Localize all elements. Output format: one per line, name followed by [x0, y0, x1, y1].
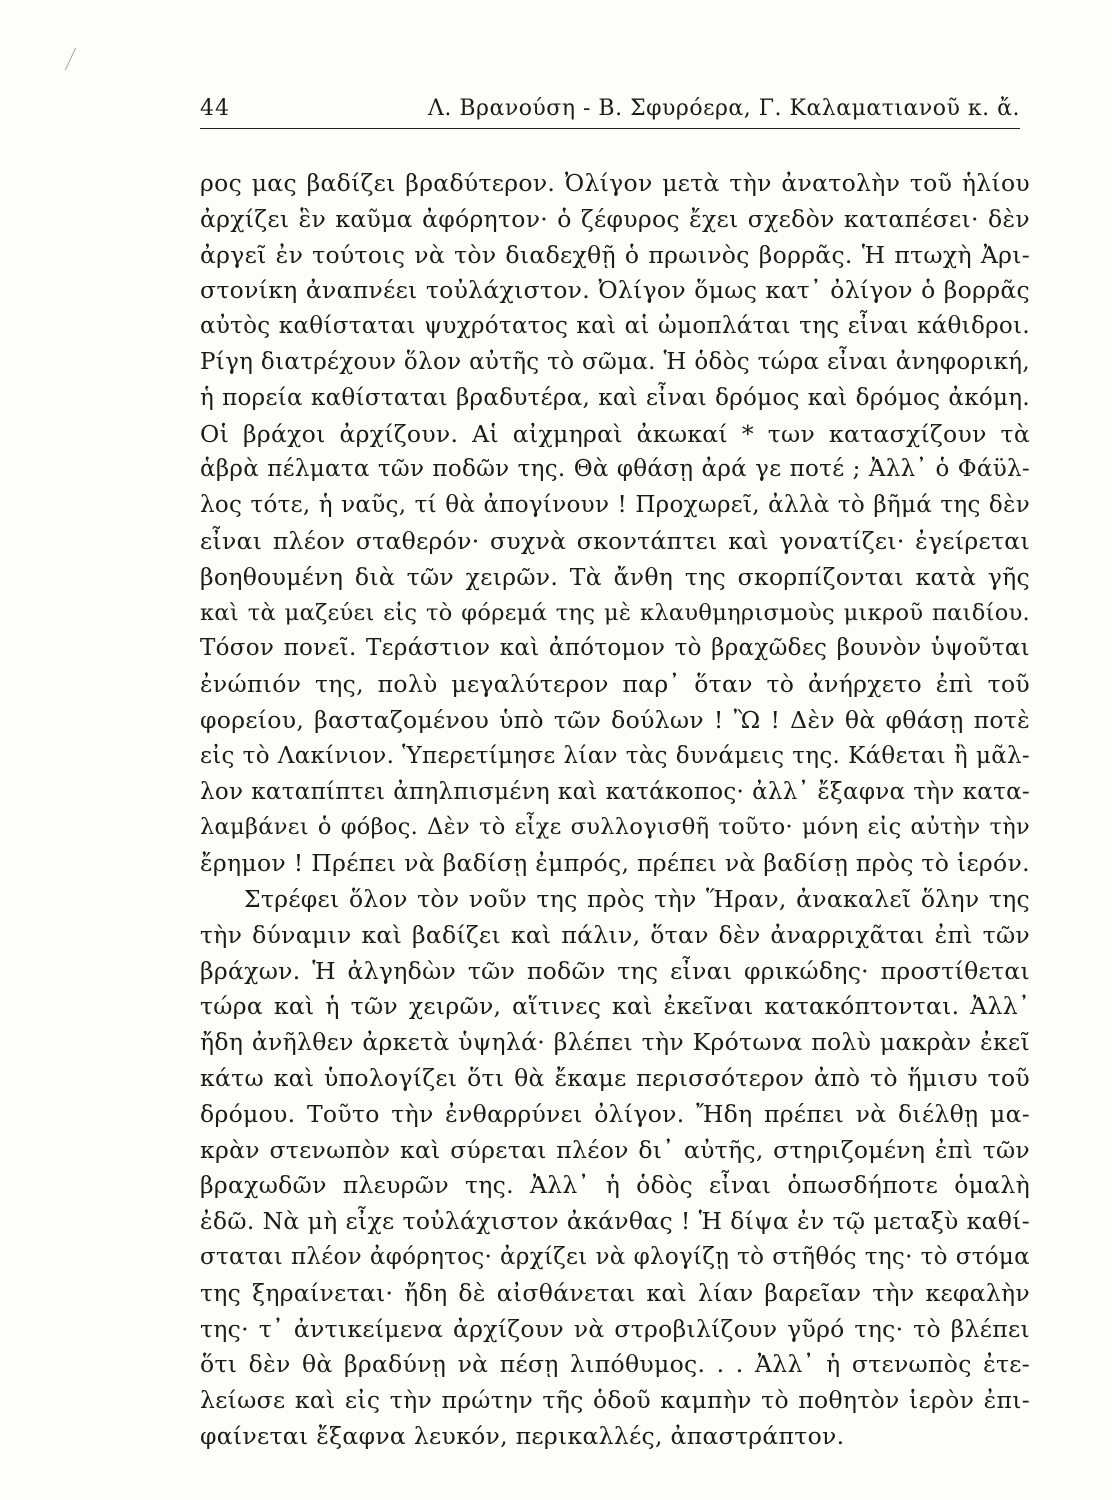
text-line: ἁβρὰ πέλματα τῶν ποδῶν της. Θὰ φθάσῃ ἀρά γε ποτέ ; Ἀλλ᾿ ὁ Φάϋλ- [200, 456, 1030, 483]
text-line: της· τ᾿ ἀντικείμενα ἀρχίζουν νὰ στροβιλίζουν γῦρό της· τὸ βλέπει [200, 1314, 1030, 1343]
text-line: ἐνώπιόν της, πολὺ μεγαλύτερον παρ᾿ ὅταν τὸ ἀνήρχετο ἐπὶ τοῦ [200, 670, 1030, 699]
text-line: ὅτι δὲν θὰ βραδύνῃ νὰ πέσῃ λιπόθυμος. . . Ἀλλ᾿ ἡ στενωπὸς ἐτε- [200, 1350, 1030, 1379]
text-line: τὴν δύναμιν καὶ βαδίζει καὶ πάλιν, ὅταν δὲν ἀναρριχᾶται ἐπὶ τῶν [200, 920, 1030, 949]
page-number: 44 [200, 96, 230, 121]
text-line: ρος μας βαδίζει βραδύτερον. Ὀλίγον μετὰ τὴν ἀνατολὴν τοῦ ἡλίου [200, 169, 1030, 197]
text-line: ἔρημον ! Πρέπει νὰ βαδίσῃ ἐμπρός, πρέπει νὰ βαδίσῃ πρὸς τὸ ἱερόν. [200, 849, 1030, 878]
text-line: καὶ τὰ μαζεύει εἰς τὸ φόρεμά της μὲ κλαυθμηρισμοὺς μικροῦ παιδίου. [200, 599, 1030, 626]
text-line: ἐδῶ. Νὰ μὴ εἶχε τοὐλάχιστον ἀκάνθας ! Ἡ δίψα ἐν τῷ μεταξὺ καθί- [200, 1207, 1030, 1236]
text-line: δρόμου. Τοῦτο τὴν ἐνθαρρύνει ὀλίγον. Ἤδη πρέπει νὰ διέλθῃ μα- [200, 1099, 1030, 1128]
pencil-mark [65, 48, 90, 70]
text-line: βραχωδῶν πλευρῶν της. Ἀλλ᾿ ἡ ὁδὸς εἶναι ὁπωσδήποτε ὁμαλὴ [200, 1171, 1030, 1200]
text-line: λον καταπίπτει ἀπηλπισμένη καὶ κατάκοπος· ἀλλ᾿ ἔξαφνα τὴν κατα- [200, 778, 1030, 805]
text-line: αὐτὸς καθίσταται ψυχρότατος καὶ αἱ ὠμοπλάται της εἶναι κάθιδροι. [200, 313, 1030, 340]
text-line: της ξηραίνεται· ἤδη δὲ αἰσθάνεται καὶ λίαν βαρεῖαν τὴν κεφαλὴν [200, 1278, 1030, 1307]
text-line: ἤδη ἀνῆλθεν ἀρκετὰ ὑψηλά· βλέπει τὴν Κρότωνα πολὺ μακρὰν ἐκεῖ [200, 1028, 1030, 1057]
text-line: λος τότε, ἡ ναῦς, τί θὰ ἀπογίνουν ! Προχωρεῖ, ἀλλὰ τὸ βῆμά της δὲν [200, 492, 1030, 519]
text-line: λείωσε καὶ εἰς τὴν πρώτην τῆς ὁδοῦ καμπὴν τὸ ποθητὸν ἱερὸν ἐπι- [200, 1386, 1030, 1415]
text-line: σταται πλέον ἀφόρητος· ἀρχίζει νὰ φλογίζῃ τὸ στῆθός της· τὸ στόμα [200, 1243, 1030, 1270]
body-text [200, 166, 1030, 1455]
text-line: εἶναι πλέον σταθερόν· συχνὰ σκοντάπτει καὶ γονατίζει· ἐγείρεται [200, 526, 1030, 555]
text-line: βοηθουμένη διὰ τῶν χειρῶν. Τὰ ἄνθη της σκορπίζονται κατὰ γῆς [200, 562, 1030, 591]
page-header [200, 96, 1020, 129]
text-line: Στρέφει ὅλον τὸν νοῦν της πρὸς τὴν Ἥραν, ἀνακαλεῖ ὅλην της [244, 884, 1030, 913]
text-line: ἀργεῖ ἐν τούτοις νὰ τὸν διαδεχθῇ ὁ πρωινὸς βορρᾶς. Ἡ πτωχὴ Ἀρι- [200, 240, 1030, 269]
text-line: βράχων. Ἡ ἀλγηδὼν τῶν ποδῶν της εἶναι φρικώδης· προστίθεται [200, 956, 1030, 985]
text-line: φορείου, βασταζομένου ὑπὸ τῶν δούλων ! Ὢ ! Δὲν θὰ φθάσῃ ποτὲ [200, 705, 1030, 734]
text-line: τώρα καὶ ἡ τῶν χειρῶν, αἵτινες καὶ ἐκεῖναι κατακόπτονται. Ἀλλ᾿ [200, 992, 1030, 1021]
running-head: Λ. Βρανούση - Β. Σφυρόερα, Γ. Καλαματιανοῦ κ. ἄ. [427, 96, 1020, 121]
text-line: στονίκη ἀναπνέει τοὐλάχιστον. Ὀλίγον ὅμως κατ᾿ ὀλίγον ὁ βορρᾶς [200, 276, 1030, 305]
text-line: φαίνεται ἔξαφνα λευκόν, περικαλλές, ἀπαστράπτον. [200, 1421, 845, 1450]
text-line: κρὰν στενωπὸν καὶ σύρεται πλέον δι᾿ αὐτῆς, στηριζομένη ἐπὶ τῶν [200, 1135, 1030, 1164]
text-line: εἰς τὸ Λακίνιον. Ὑπερετίμησε λίαν τὰς δυνάμεις της. Κάθεται ἢ μᾶλ- [200, 742, 1030, 769]
text-line: Οἱ βράχοι ἀρχίζουν. Αἱ αἰχμηραὶ ἀκωκαί * των κατασχίζουν τὰ [200, 419, 1030, 448]
text-line: ἀρχίζει ἓν καῦμα ἀφόρητον· ὁ ζέφυρος ἔχει σχεδὸν καταπέσει· δὲν [200, 204, 1030, 233]
text-line: ἡ πορεία καθίσταται βραδυτέρα, καὶ εἶναι δρόμος καὶ δρόμος ἀκόμη. [200, 384, 1030, 411]
text-line: Ρίγη διατρέχουν ὅλον αὐτῆς τὸ σῶμα. Ἡ ὁδὸς τώρα εἶναι ἀνηφορική, [200, 348, 1030, 375]
text-line: Τόσον πονεῖ. Τεράστιον καὶ ἀπότομον τὸ βραχῶδες βουνὸν ὑψοῦται [200, 635, 1030, 662]
text-line: λαμβάνει ὁ φόβος. Δὲν τὸ εἶχε συλλογισθῆ τοῦτο· μόνη εἰς αὐτὴν τὴν [200, 814, 1030, 841]
text-line: κάτω καὶ ὑπολογίζει ὅτι θὰ ἔκαμε περισσότερον ἀπὸ τὸ ἥμισυ τοῦ [200, 1063, 1030, 1092]
